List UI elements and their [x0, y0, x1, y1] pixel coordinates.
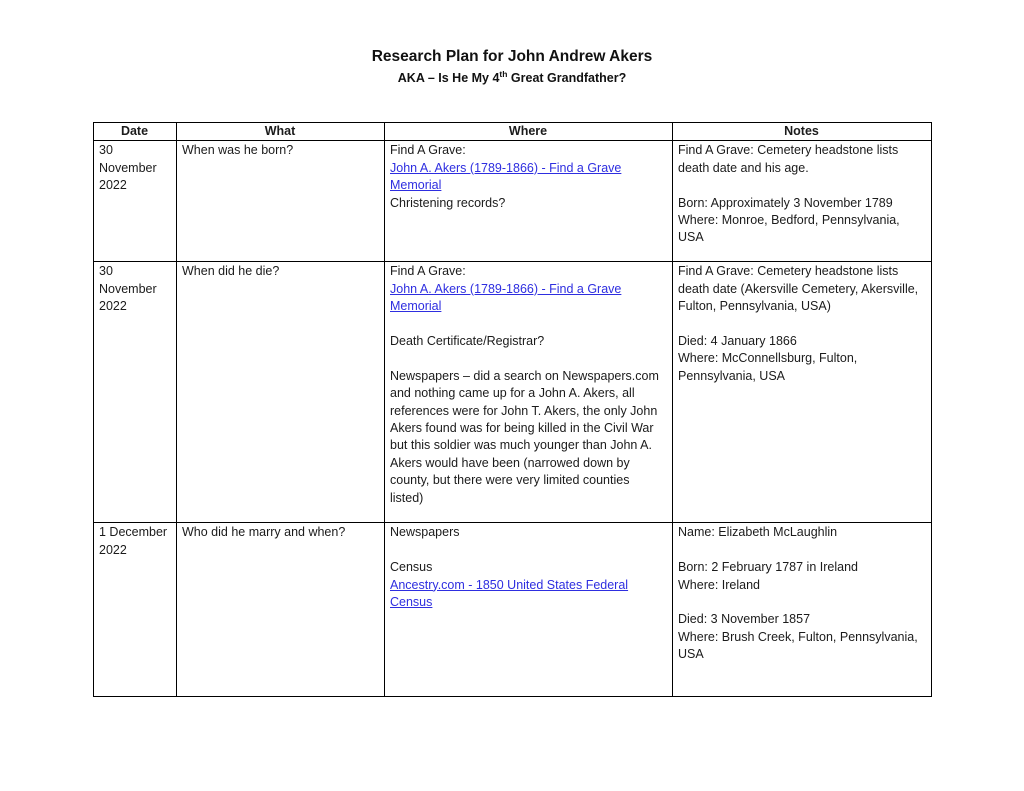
text-line: Name: Elizabeth McLaughlin [678, 525, 838, 540]
notes-cell [673, 523, 932, 697]
hyperlink[interactable]: John A. Akers (1789-1866) - Find a Grave Memorial [390, 160, 622, 193]
blank-line [678, 316, 925, 333]
header-notes: Notes [673, 123, 932, 141]
text-line: Newspapers [390, 525, 460, 540]
where-cell [385, 262, 673, 523]
text-line: Find A Grave: Cemetery headstone lists death date and his age. [678, 143, 899, 175]
blank-line [390, 542, 666, 559]
blank-line [678, 542, 925, 559]
where-cell [385, 141, 673, 262]
date-cell: 30 November 2022 [94, 262, 177, 523]
blank-line [678, 177, 925, 194]
header-what: What [177, 123, 385, 141]
text-line: Newspapers – did a search on Newspapers.com and nothing came up for a John A. Akers, all references were for John T. Akers, the only John Akers found was for being killed in the Civil War but this soldier was much younger than John A. Akers would have been (narrowed down by county, but there were very limited counties listed) [390, 368, 659, 505]
table-body [94, 141, 932, 697]
text-line: Born: 2 February 1787 in Ireland [678, 560, 858, 575]
blank-line [390, 316, 666, 333]
subtitle-prefix: AKA – Is He My 4 [397, 71, 500, 85]
table-header-row [94, 123, 932, 141]
text-line: Where: McConnellsburg, Fulton, Pennsylvania, USA [678, 351, 858, 383]
text-line: Find A Grave: [390, 143, 466, 158]
text-line: Born: Approximately 3 November 1789 [678, 195, 893, 210]
text-line: Where: Ireland [678, 577, 760, 592]
blank-line [678, 594, 925, 611]
what-cell: When was he born? [177, 141, 385, 262]
subtitle-superscript: th [499, 68, 508, 79]
text-line: Christening records? [390, 195, 506, 210]
hyperlink[interactable]: John A. Akers (1789-1866) - Find a Grave Memorial [390, 281, 622, 314]
where-cell [385, 523, 673, 697]
header-date: Date [94, 123, 177, 141]
blank-line [390, 350, 666, 367]
text-line [390, 281, 666, 316]
text-line: Death Certificate/Registrar? [390, 334, 545, 349]
table-row [94, 523, 932, 697]
text-line: Where: Monroe, Bedford, Pennsylvania, USA [678, 213, 900, 245]
text-line [390, 160, 666, 195]
text-line: Where: Brush Creek, Fulton, Pennsylvania, USA [678, 629, 918, 662]
date-cell: 1 December 2022 [94, 523, 177, 697]
subtitle-suffix: Great Grandfather? [507, 71, 627, 85]
page-subtitle [0, 68, 1024, 85]
research-plan-table [93, 122, 932, 697]
text-line: Died: 4 January 1866 [678, 334, 797, 349]
hyperlink[interactable]: Ancestry.com - 1850 United States Federal Census [390, 577, 629, 610]
table-row [94, 141, 932, 262]
what-cell: When did he die? [177, 262, 385, 523]
text-line: Died: 3 November 1857 [678, 612, 811, 627]
what-cell: Who did he marry and when? [177, 523, 385, 697]
page-title: Research Plan for John Andrew Akers [371, 48, 653, 65]
header-where: Where [385, 123, 673, 141]
text-line: Find A Grave: Cemetery headstone lists death date (Akersville Cemetery, Akersville, Fulton, Pennsylvania, USA) [678, 264, 919, 314]
table-row [94, 262, 932, 523]
date-cell: 30 November 2022 [94, 141, 177, 262]
text-line [390, 577, 666, 612]
text-line: Census [390, 560, 433, 575]
text-line: Find A Grave: [390, 264, 466, 279]
notes-cell [673, 262, 932, 523]
notes-cell [673, 141, 932, 262]
